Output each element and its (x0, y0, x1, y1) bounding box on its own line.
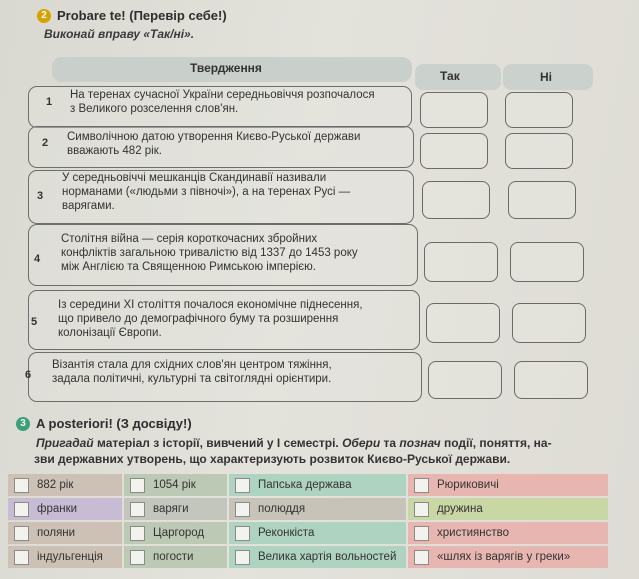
grid-cell-label: 1054 рік (153, 479, 196, 491)
grid-checkbox[interactable] (414, 502, 429, 517)
statement-1-yes-box[interactable] (420, 92, 488, 128)
statement-5-line-1: Із середини XI століття почалося економічне піднесення, (58, 299, 363, 311)
statement-4-number: 4 (34, 253, 41, 265)
statement-6-yes-box[interactable] (428, 361, 502, 399)
grid-checkbox[interactable] (235, 550, 250, 565)
grid-checkbox[interactable] (130, 478, 145, 493)
statement-1-line-1: На теренах сучасної України середньовіччя розпочалося (70, 89, 375, 101)
grid-cell-label: 882 рік (37, 479, 74, 491)
statement-2-no-box[interactable] (505, 133, 573, 169)
statement-4-line-3: між Англією та Священною Римською імперією. (61, 261, 316, 273)
statement-6-number: 6 (25, 369, 32, 381)
task3-title: A posteriori! (З досвіду!) (36, 416, 192, 431)
statement-5-line-2: що привело до демографічного буму та розширення (58, 313, 339, 325)
grid-checkbox[interactable] (14, 502, 29, 517)
grid-cell-r2-c3[interactable] (229, 498, 406, 520)
grid-checkbox[interactable] (14, 550, 29, 565)
grid-cell-r4-c4[interactable] (408, 546, 608, 568)
grid-cell-label: Велика хартія вольностей (258, 551, 397, 563)
task3-instr-rest: матеріал з історії, вивчений у І семестрі. (93, 436, 343, 450)
grid-cell-label: Рюриковичі (437, 479, 499, 491)
grid-cell-label: Царгород (153, 527, 205, 539)
statement-3-text (62, 171, 350, 213)
statement-4-line-2: конфліктів загальною тривалістю від 1337 до 1453 року (61, 247, 358, 259)
statement-header: Твердження (190, 61, 262, 75)
statement-2-text (67, 130, 360, 158)
grid-cell-label: полюддя (258, 503, 306, 515)
grid-checkbox[interactable] (130, 526, 145, 541)
grid-cell-r2-c4[interactable] (408, 498, 608, 520)
task3-instruction-line-2: зви державних утворень, що характеризують розвиток Києво-Руської держави. (34, 452, 511, 466)
grid-cell-label: дружина (437, 503, 483, 515)
statement-3-yes-box[interactable] (422, 181, 490, 219)
grid-cell-r2-c2[interactable] (124, 498, 227, 520)
grid-cell-r3-c2[interactable] (124, 522, 227, 544)
statement-1-no-box[interactable] (505, 92, 573, 128)
grid-cell-label: франки (37, 503, 78, 515)
grid-cell-label: «шлях із варягів у греки» (437, 551, 571, 563)
grid-cell-label: християнство (437, 527, 509, 539)
grid-checkbox[interactable] (235, 478, 250, 493)
statement-6-line-1: Візантія стала для східних слов'ян центром тяжіння, (52, 359, 332, 371)
task2-title: Probare te! (Перевір себе!) (57, 8, 227, 23)
grid-checkbox[interactable] (14, 526, 29, 541)
grid-checkbox[interactable] (235, 502, 250, 517)
statement-6-line-2: задала політичні, культурні та світоглядні орієнтири. (52, 373, 332, 385)
grid-cell-r2-c1[interactable] (8, 498, 122, 520)
statement-3-line-2: норманами («людьми з півночі»), а на теренах Русі — (62, 186, 351, 198)
grid-cell-label: індульгенція (37, 551, 103, 563)
statement-3-line-3: варягами. (62, 200, 115, 212)
statement-4-yes-box[interactable] (424, 242, 498, 282)
grid-cell-r4-c1[interactable] (8, 546, 122, 568)
grid-checkbox[interactable] (414, 550, 429, 565)
grid-checkbox[interactable] (130, 502, 145, 517)
statement-1-line-2: з Великого розселення слов'ян. (70, 103, 239, 115)
grid-cell-r4-c2[interactable] (124, 546, 227, 568)
statement-3-line-1: У середньовіччі мешканців Скандинавії називали (62, 172, 327, 184)
task3-instr-and: та (380, 436, 400, 450)
grid-cell-label: поляни (37, 527, 76, 539)
grid-cell-r1-c2[interactable] (124, 474, 227, 496)
statement-5-number: 5 (31, 316, 38, 328)
statement-2-line-2: вважають 482 рік. (67, 145, 162, 157)
task3-instr-mark: познач (399, 436, 441, 450)
task3-instr-end: події, поняття, на- (440, 436, 552, 450)
statement-6-no-box[interactable] (514, 361, 588, 399)
grid-cell-r1-c1[interactable] (8, 474, 122, 496)
statement-4-line-1: Столітня війна — серія короткочасних збройних (61, 233, 318, 245)
grid-cell-label: Реконкіста (258, 527, 315, 539)
statement-3-no-box[interactable] (508, 181, 576, 219)
grid-cell-r4-c3[interactable] (229, 546, 406, 568)
task2-instruction: Виконай вправу «Так/ні». (44, 27, 195, 41)
grid-cell-r1-c4[interactable] (408, 474, 608, 496)
statement-5-text (58, 298, 363, 340)
statement-4-text (61, 232, 358, 274)
statement-6-text (52, 358, 332, 386)
grid-checkbox[interactable] (414, 526, 429, 541)
statement-3-number: 3 (37, 190, 44, 202)
yes-header: Так (440, 69, 460, 83)
grid-cell-r3-c1[interactable] (8, 522, 122, 544)
grid-checkbox[interactable] (14, 478, 29, 493)
statement-5-yes-box[interactable] (426, 303, 500, 343)
statement-5-line-3: колонізації Європи. (58, 327, 162, 339)
no-header: Ні (540, 70, 552, 84)
grid-cell-r3-c4[interactable] (408, 522, 608, 544)
grid-cell-label: погости (153, 551, 194, 563)
grid-cell-label: Папська держава (258, 479, 352, 491)
statement-5-no-box[interactable] (512, 303, 586, 343)
statement-1-number: 1 (46, 96, 53, 108)
task2-number-badge: 2 (37, 9, 51, 23)
statement-2-line-1: Символічною датою утворення Києво-Руської держави (67, 131, 361, 143)
grid-cell-r3-c3[interactable] (229, 522, 406, 544)
grid-cell-r1-c3[interactable] (229, 474, 406, 496)
statement-2-number: 2 (42, 137, 49, 149)
grid-checkbox[interactable] (130, 550, 145, 565)
task3-number-badge: 3 (16, 417, 30, 431)
statement-4-no-box[interactable] (510, 242, 584, 282)
statement-2-yes-box[interactable] (420, 133, 488, 169)
grid-checkbox[interactable] (414, 478, 429, 493)
task3-instruction-line-1 (36, 436, 552, 450)
task3-instr-choose: Обери (342, 436, 381, 450)
statement-1-text (70, 88, 375, 116)
grid-checkbox[interactable] (235, 526, 250, 541)
task3-instr-recall: Пригадай (36, 436, 94, 450)
grid-cell-label: варяги (153, 503, 189, 515)
